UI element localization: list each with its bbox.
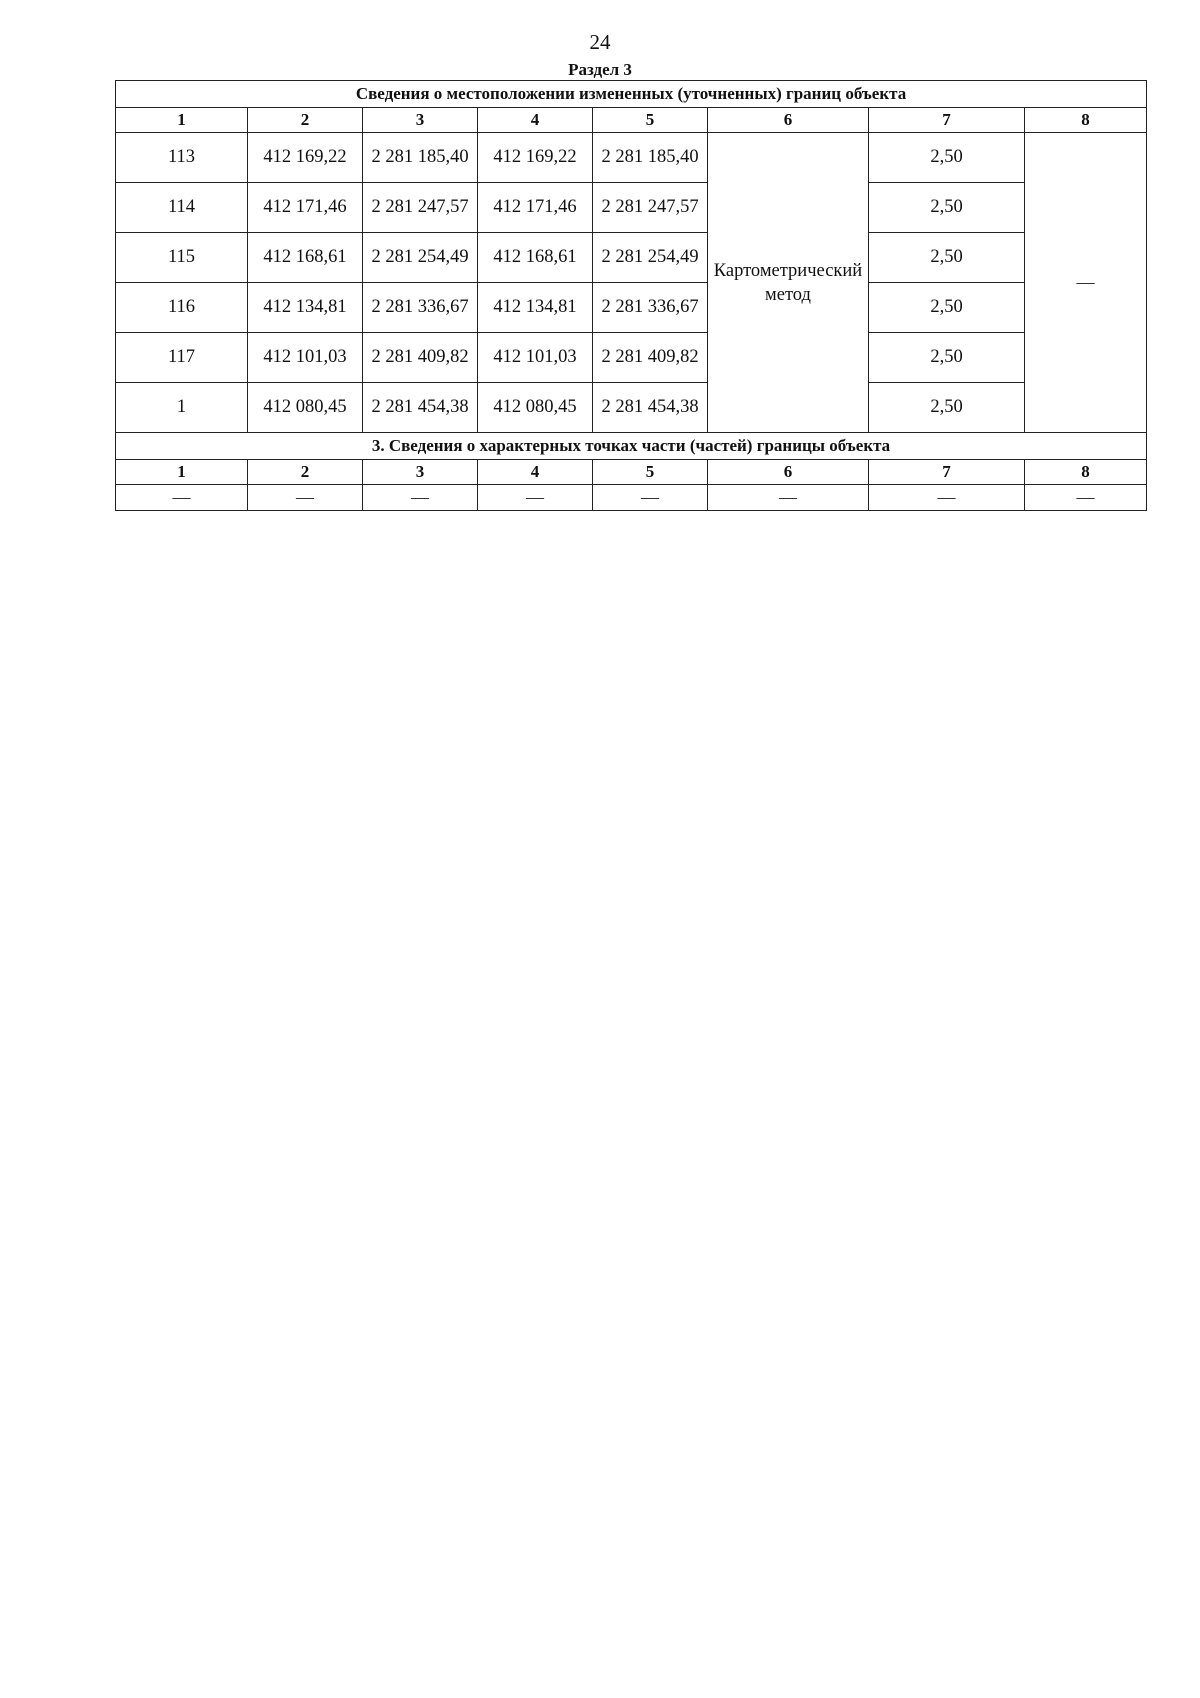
coordinate-x-old: 412 101,03 [248, 333, 363, 383]
page-number: 24 [589, 30, 611, 54]
coordinate-y-old: 2 281 336,67 [363, 283, 478, 333]
column-number: 6 [708, 460, 869, 485]
column-number: 4 [478, 108, 593, 133]
table-row [116, 283, 1147, 333]
coordinate-y-new: 2 281 254,49 [593, 233, 708, 283]
table-caption-row [116, 81, 1147, 108]
accuracy-value: 2,50 [869, 133, 1025, 183]
table-caption: Сведения о местоположении измененных (уточненных) границ объекта [116, 81, 1147, 108]
parts-caption-row [116, 433, 1147, 460]
empty-cell: — [1025, 485, 1147, 511]
point-number: 116 [116, 283, 248, 333]
coordinate-y-old: 2 281 247,57 [363, 183, 478, 233]
column-number-row [116, 108, 1147, 133]
coordinate-x-new: 412 101,03 [478, 333, 593, 383]
coordinate-x-old: 412 169,22 [248, 133, 363, 183]
table-row [116, 233, 1147, 283]
coordinate-y-new: 2 281 185,40 [593, 133, 708, 183]
column-8-value: — [1025, 133, 1147, 433]
table-row [116, 183, 1147, 233]
point-number: 113 [116, 133, 248, 183]
coordinate-y-new: 2 281 409,82 [593, 333, 708, 383]
point-number: 114 [116, 183, 248, 233]
point-number: 117 [116, 333, 248, 383]
accuracy-value: 2,50 [869, 383, 1025, 433]
coordinate-x-old: 412 171,46 [248, 183, 363, 233]
column-number: 8 [1025, 108, 1147, 133]
empty-cell: — [363, 485, 478, 511]
coordinate-y-old: 2 281 409,82 [363, 333, 478, 383]
column-number: 4 [478, 460, 593, 485]
coordinate-y-old: 2 281 454,38 [363, 383, 478, 433]
accuracy-value: 2,50 [869, 333, 1025, 383]
coordinate-x-old: 412 080,45 [248, 383, 363, 433]
coordinate-y-old: 2 281 185,40 [363, 133, 478, 183]
coordinate-x-old: 412 168,61 [248, 233, 363, 283]
column-number: 2 [248, 460, 363, 485]
boundary-table [115, 80, 1147, 511]
table-row [116, 333, 1147, 383]
column-number: 1 [116, 108, 248, 133]
column-number: 5 [593, 108, 708, 133]
empty-cell: — [708, 485, 869, 511]
empty-cell: — [116, 485, 248, 511]
coordinate-x-new: 412 171,46 [478, 183, 593, 233]
coordinate-y-new: 2 281 247,57 [593, 183, 708, 233]
coordinate-x-new: 412 134,81 [478, 283, 593, 333]
accuracy-value: 2,50 [869, 283, 1025, 333]
point-number: 115 [116, 233, 248, 283]
coordinate-x-old: 412 134,81 [248, 283, 363, 333]
parts-caption: 3. Сведения о характерных точках части (частей) границы объекта [116, 433, 1147, 460]
empty-cell: — [869, 485, 1025, 511]
column-number: 7 [869, 108, 1025, 133]
accuracy-value: 2,50 [869, 183, 1025, 233]
section-title: Раздел 3 [568, 60, 632, 79]
coordinate-x-new: 412 169,22 [478, 133, 593, 183]
accuracy-value: 2,50 [869, 233, 1025, 283]
column-number: 5 [593, 460, 708, 485]
empty-cell: — [593, 485, 708, 511]
parts-column-number-row [116, 460, 1147, 485]
empty-cell: — [248, 485, 363, 511]
method-cell: Картометрический метод [708, 133, 869, 433]
coordinate-y-old: 2 281 254,49 [363, 233, 478, 283]
empty-cell: — [478, 485, 593, 511]
coordinate-y-new: 2 281 336,67 [593, 283, 708, 333]
parts-empty-row [116, 485, 1147, 511]
point-number: 1 [116, 383, 248, 433]
column-number: 1 [116, 460, 248, 485]
column-number: 3 [363, 108, 478, 133]
column-number: 3 [363, 460, 478, 485]
column-number: 8 [1025, 460, 1147, 485]
coordinate-y-new: 2 281 454,38 [593, 383, 708, 433]
column-number: 7 [869, 460, 1025, 485]
coordinate-x-new: 412 080,45 [478, 383, 593, 433]
column-number: 6 [708, 108, 869, 133]
table-row [116, 383, 1147, 433]
coordinate-x-new: 412 168,61 [478, 233, 593, 283]
column-number: 2 [248, 108, 363, 133]
table-row [116, 133, 1147, 183]
